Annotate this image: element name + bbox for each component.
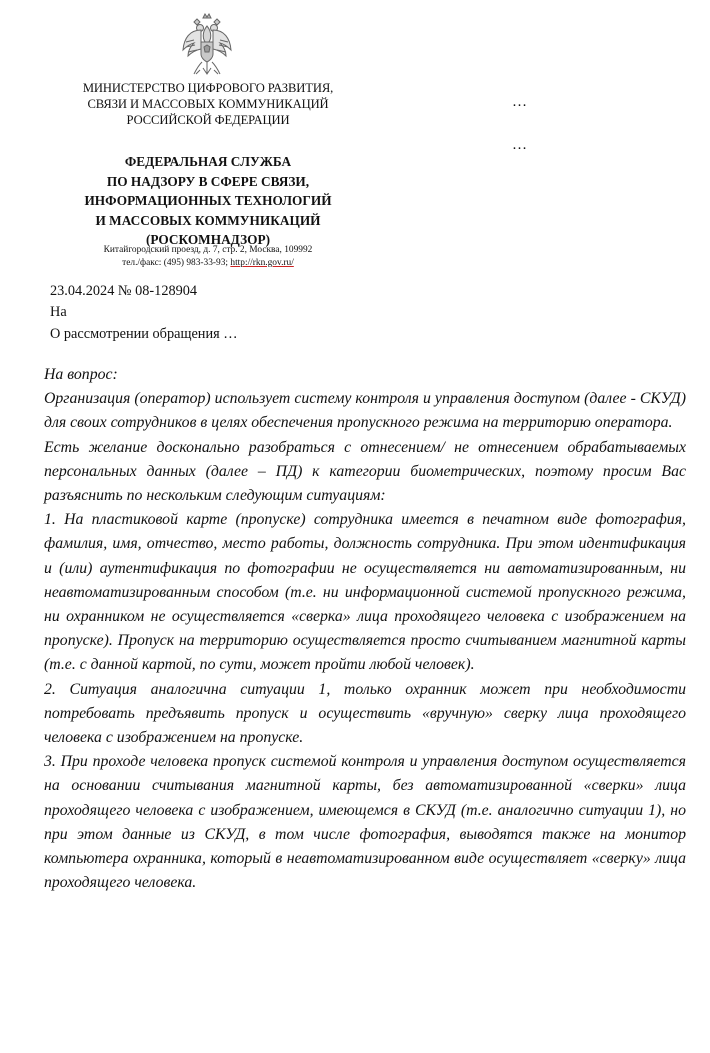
ministry-line: СВЯЗИ И МАССОВЫХ КОММУНИКАЦИЙ — [87, 97, 329, 111]
body-paragraph: 2. Ситуация аналогична ситуации 1, только охранник может при необходимости потребовать предъявить пропуск и осуществить «вручную» сверку лица проходящего человека с изображением на пропуске. — [44, 680, 686, 747]
body-paragraph: На вопрос: — [44, 366, 118, 383]
service-line: (РОСКОМНАДЗОР) — [145, 232, 271, 247]
contact-line — [38, 257, 378, 270]
ministry-line: МИНИСТЕРСТВО ЦИФРОВОГО РАЗВИТИЯ, — [82, 81, 334, 95]
service-line: И МАССОВЫХ КОММУНИКАЦИЙ — [95, 212, 321, 228]
ministry-line: РОССИЙСКОЙ ФЕДЕРАЦИИ — [126, 113, 290, 127]
body-paragraph: Есть желание досконально разобраться с отнесением/ не отнесением обрабатываемых персональных данных (далее – ПД) к категории биометрических, поэтому просим Вас разъяснить по нескольким следующим ситуациям: — [44, 438, 686, 505]
body-paragraph: 3. При проходе человека пропуск системой контроля и управления доступом осуществляется на основании считывания магнитной карты, без автоматизированной «сверки» лица проходящего человека с изображением, имеющемся в СКУД (т.е. аналогично ситуации 1), но при этом данные из СКУД, в том числе фотография, выводятся также на монитор компьютера охранника, который в неавтоматизированном виде осуществляет «сверку» лица проходящего человека. — [44, 753, 686, 892]
ministry-name — [38, 80, 378, 128]
recipient-line-2: … — [512, 137, 527, 153]
address-block — [38, 244, 378, 270]
phone-fax: тел./факс: (495) 983-33-93; — [122, 258, 229, 268]
recipient-line-1: … — [512, 94, 527, 110]
postal-address: Китайгородский проезд, д. 7, стр. 2, Москва, 109992 — [103, 245, 313, 255]
website-link[interactable]: http://rkn.gov.ru/ — [230, 258, 294, 268]
subject-line: О рассмотрении обращения … — [50, 326, 238, 342]
service-line: ПО НАДЗОРУ В СФЕРЕ СВЯЗИ, — [106, 173, 310, 189]
body-paragraph: Организация (оператор) использует систему контроля и управления доступом (далее - СКУД) для своих сотрудников в целях обеспечения пропускного режима на территорию оператора. — [44, 390, 686, 432]
service-line: ИНФОРМАЦИОННЫХ ТЕХНОЛОГИЙ — [84, 193, 332, 208]
letter-body — [44, 363, 686, 895]
body-paragraph: 1. На пластиковой карте (пропуске) сотрудника имеется в печатном виде фотография, фамилия, имя, отчество, место работы, должность сотрудника. При этом идентификация и (или) аутентификация по фотографии не осуществляется ни автоматизированным, ни неавтоматизированным способом (т.е. ни информационной системой пропускного режима, ни охранником не осуществляется «сверка» лица проходящего человека с изображением на пропуске). Пропуск на территорию осуществляется просто считыванием магнитной карты (т.е. с данной картой, по сути, может пройти любой человек). — [44, 511, 686, 674]
na-label: На — [50, 304, 67, 320]
coat-of-arms-emblem-icon — [180, 12, 234, 78]
date-number: 23.04.2024 № 08-128904 — [50, 283, 198, 299]
service-name — [38, 152, 378, 250]
service-line: ФЕДЕРАЛЬНАЯ СЛУЖБА — [124, 154, 292, 169]
